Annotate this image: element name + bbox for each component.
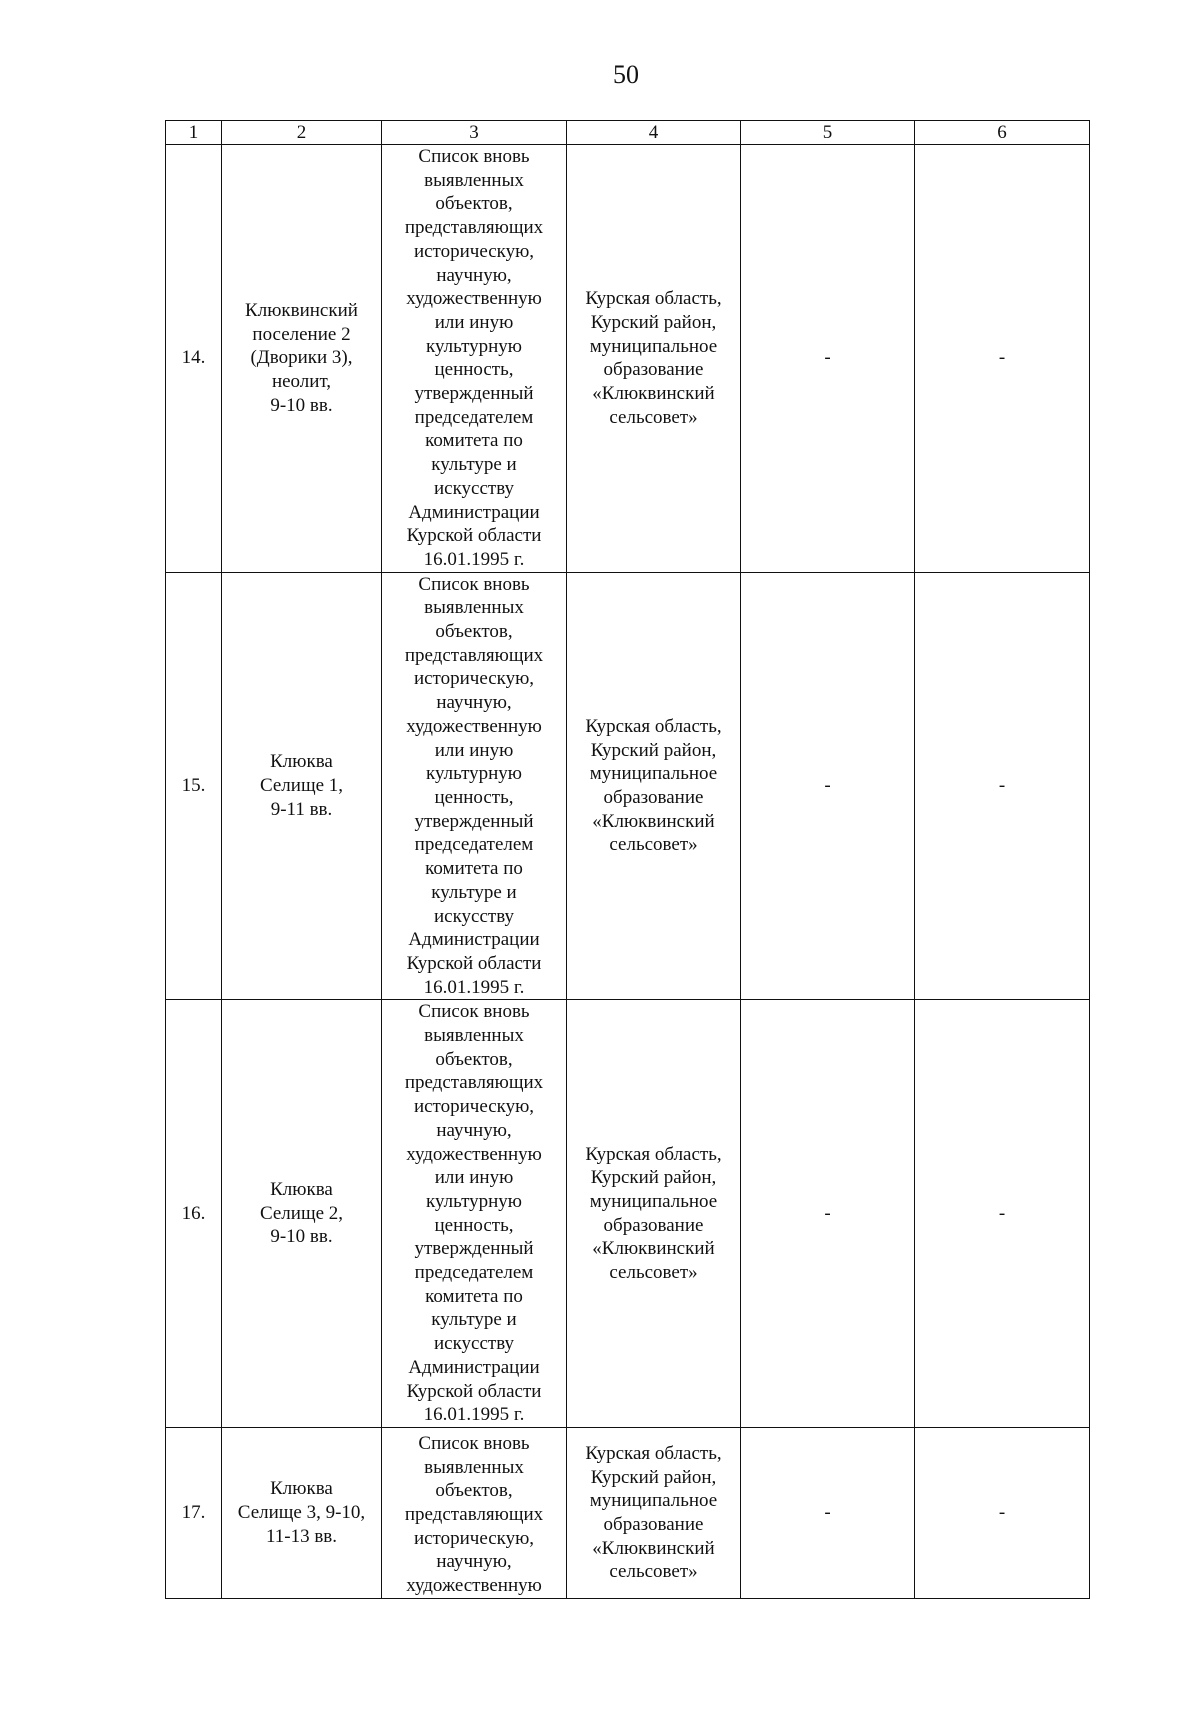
object-location: Курская область, Курский район, муниципальное образование «Клюквинский сельсовет»	[567, 572, 741, 1000]
column-header-5: 5	[741, 121, 915, 145]
column-header-6: 6	[915, 121, 1090, 145]
table-row	[166, 1000, 1090, 1428]
heritage-objects-table	[165, 120, 1090, 1599]
column-6-value: -	[915, 1000, 1090, 1428]
column-6-value: -	[915, 1427, 1090, 1598]
row-number: 17.	[166, 1427, 222, 1598]
table-row	[166, 572, 1090, 1000]
source-document: Список вновь выявленных объектов, представляющих историческую, научную, художественную или иную культурную ценность, утвержденный председателем комитета по культуре и искусству Администрации Курской области 16.01.1995 г.	[382, 572, 567, 1000]
row-number: 15.	[166, 572, 222, 1000]
column-header-1: 1	[166, 121, 222, 145]
object-location: Курская область, Курский район, муниципальное образование «Клюквинский сельсовет»	[567, 1427, 741, 1598]
object-name: Клюква Селище 3, 9-10, 11-13 вв.	[222, 1427, 382, 1598]
column-6-value: -	[915, 145, 1090, 573]
column-5-value: -	[741, 1427, 915, 1598]
column-5-value: -	[741, 145, 915, 573]
source-document: Список вновь выявленных объектов, представляющих историческую, научную, художественную	[382, 1427, 567, 1598]
table-header-row	[166, 121, 1090, 145]
column-header-3: 3	[382, 121, 567, 145]
source-document: Список вновь выявленных объектов, представляющих историческую, научную, художественную или иную культурную ценность, утвержденный председателем комитета по культуре и искусству Администрации Курской области 16.01.1995 г.	[382, 145, 567, 573]
row-number: 16.	[166, 1000, 222, 1428]
object-name: Клюква Селище 2, 9-10 вв.	[222, 1000, 382, 1428]
column-header-4: 4	[567, 121, 741, 145]
page-number: 50	[613, 60, 639, 89]
row-number: 14.	[166, 145, 222, 573]
table-row	[166, 145, 1090, 573]
column-6-value: -	[915, 572, 1090, 1000]
table-row	[166, 1427, 1090, 1598]
object-name: Клюквинский поселение 2 (Дворики 3), неолит, 9-10 вв.	[222, 145, 382, 573]
column-header-2: 2	[222, 121, 382, 145]
object-location: Курская область, Курский район, муниципальное образование «Клюквинский сельсовет»	[567, 1000, 741, 1428]
column-5-value: -	[741, 1000, 915, 1428]
column-5-value: -	[741, 572, 915, 1000]
object-location: Курская область, Курский район, муниципальное образование «Клюквинский сельсовет»	[567, 145, 741, 573]
object-name: Клюква Селище 1, 9-11 вв.	[222, 572, 382, 1000]
source-document: Список вновь выявленных объектов, представляющих историческую, научную, художественную или иную культурную ценность, утвержденный председателем комитета по культуре и искусству Администрации Курской области 16.01.1995 г.	[382, 1000, 567, 1428]
